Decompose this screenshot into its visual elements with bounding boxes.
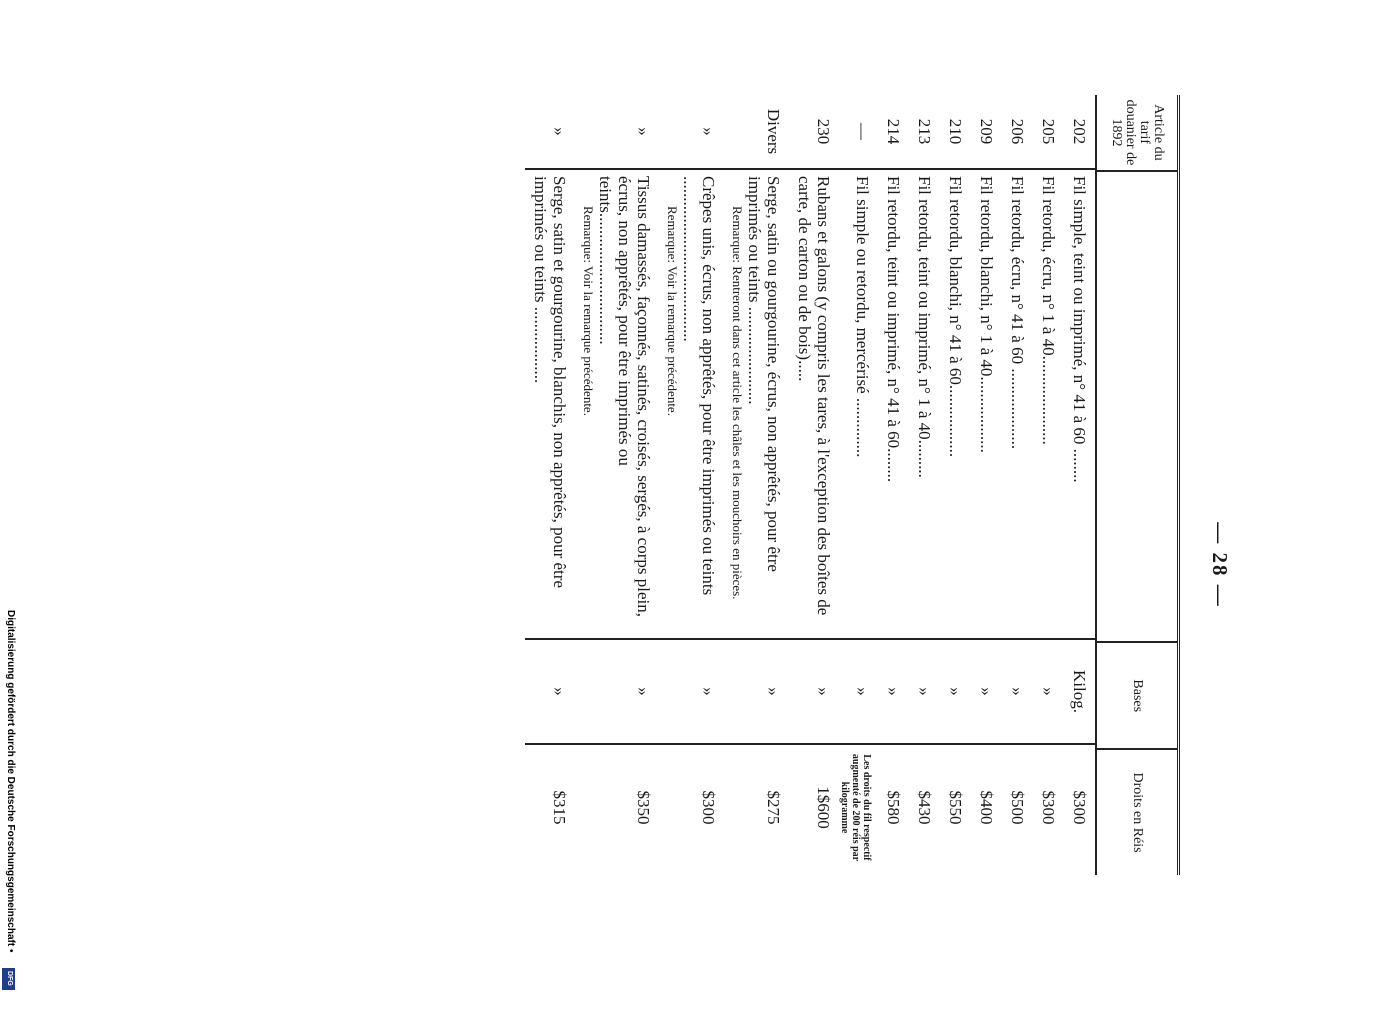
table-row: [789, 95, 839, 875]
base-cell: »: [724, 640, 789, 745]
article-cell: 206: [1002, 95, 1033, 170]
table-row: [878, 95, 909, 875]
description-cell: Fil retordu, écru, n° 1 à 40.....................: [1033, 170, 1064, 640]
duty-cell: $500: [1008, 790, 1027, 825]
header-duties: Droits en Réis: [1130, 772, 1145, 853]
duty-cell: $275: [764, 790, 783, 825]
duty-cell: $315: [550, 790, 569, 825]
remark-text: Remarque: Voir la remarque précédente.: [665, 206, 680, 416]
article-cell: »: [575, 95, 659, 170]
page-number: — 28 —: [1208, 522, 1232, 608]
description-cell: [724, 170, 789, 640]
duty-cell: $350: [634, 790, 653, 825]
description-text: Crêpes unis, écrus, non apprêtés, pour être imprimés ou teints .......................................: [680, 176, 718, 596]
table-row: [839, 95, 878, 875]
article-cell: 209: [971, 95, 1002, 170]
description-cell: [575, 170, 659, 640]
header-bases: Bases: [1097, 643, 1177, 750]
description-cell: Fil retordu, écru, n° 41 à 60 ...................: [1002, 170, 1033, 640]
article-cell: 230: [789, 95, 839, 170]
description-cell: [659, 170, 724, 640]
duty-cell: 1$600: [814, 786, 833, 829]
base-cell: »: [1033, 640, 1064, 745]
tariff-table: [525, 95, 1180, 875]
description-cell: Fil retordu, blanchi, n° 41 à 60.................: [940, 170, 971, 640]
header-description: [1097, 172, 1177, 643]
table-row: [525, 95, 575, 875]
remark-text: Remarque: Rentreront dans cet article les châles et les mouchoirs en pièces.: [730, 206, 745, 600]
article-cell: 210: [940, 95, 971, 170]
duty-cell: $430: [915, 790, 934, 825]
credit-text: Digitalisierung gefördert durch die Deutsche Forschungsgemeinschaft •: [5, 610, 16, 953]
table-row: [659, 95, 724, 875]
base-cell: Kilog.: [1064, 640, 1095, 745]
dfg-logo-text: DFG: [6, 971, 13, 986]
base-cell: »: [659, 640, 724, 745]
description-cell: Fil simple, teint ou imprimé, n° 41 à 60 ........: [1064, 170, 1095, 640]
base-cell: »: [1002, 640, 1033, 745]
table-row: [1002, 95, 1033, 875]
description-text: Serge, satin ou gourgourine, écrus, non apprêtés, pour être imprimés ou teints .......................: [745, 176, 783, 572]
duty-cell: $300: [699, 790, 718, 825]
digitization-credit: [2, 610, 16, 995]
description-cell: Rubans et galons (y compris les tares, à l'exception des boîtes de carte, de carton ou de bois).....: [789, 170, 839, 640]
article-cell: 214: [878, 95, 909, 170]
base-cell: »: [940, 640, 971, 745]
base-cell: »: [971, 640, 1002, 745]
duty-cell: $400: [977, 790, 996, 825]
description-cell: Fil retordu, teint ou imprimé, n° 41 à 60........: [878, 170, 909, 640]
duty-cell: $300: [1070, 790, 1089, 825]
base-cell: »: [839, 640, 878, 745]
table-row: [909, 95, 940, 875]
base-cell: »: [789, 640, 839, 745]
base-cell: »: [525, 640, 575, 745]
dfg-logo: [2, 968, 15, 990]
document-page: [120, 95, 1232, 1035]
table-row: [1033, 95, 1064, 875]
duty-cell: $300: [1039, 790, 1058, 825]
table-row: [940, 95, 971, 875]
description-cell: Fil simple ou retordu, mercérisé ..............: [839, 170, 878, 640]
remark-text: Remarque: Voir la remarque précédente.: [581, 206, 596, 416]
article-cell: »: [525, 95, 575, 170]
table-header: [1095, 95, 1177, 875]
table-row: [724, 95, 789, 875]
article-cell: »: [659, 95, 724, 170]
base-cell: »: [575, 640, 659, 745]
article-cell: 202: [1064, 95, 1095, 170]
description-text: Tissus damassés, façonnés, satinés, croisés, sergés, à corps plein, écrus, non apprêtés, pour être imprimés ou teints...............................: [596, 176, 653, 617]
table-row: [575, 95, 659, 875]
article-cell: 205: [1033, 95, 1064, 170]
article-cell: Divers: [724, 95, 789, 170]
header-article: Article du tarif douanier de 1892: [1097, 95, 1177, 172]
article-cell: —: [839, 95, 878, 170]
description-cell: Fil retordu, teint ou imprimé, n° 1 à 40.........: [909, 170, 940, 640]
table-row: [1064, 95, 1095, 875]
duty-cell: $580: [884, 790, 903, 825]
table-row: [971, 95, 1002, 875]
duty-cell: $550: [946, 790, 965, 825]
description-cell: Fil retordu, blanchi, n° 1 à 40..................: [971, 170, 1002, 640]
table-body: [525, 95, 1095, 875]
base-cell: »: [878, 640, 909, 745]
description-cell: Serge, satin et gourgourine, blanchis, non apprêtés, pour être imprimés ou teints ..................: [525, 170, 575, 640]
base-cell: »: [909, 640, 940, 745]
article-cell: 213: [909, 95, 940, 170]
duty-note-cell: Les droits du fil respectif augmenté de 200 réis par kilogramme: [839, 753, 872, 862]
